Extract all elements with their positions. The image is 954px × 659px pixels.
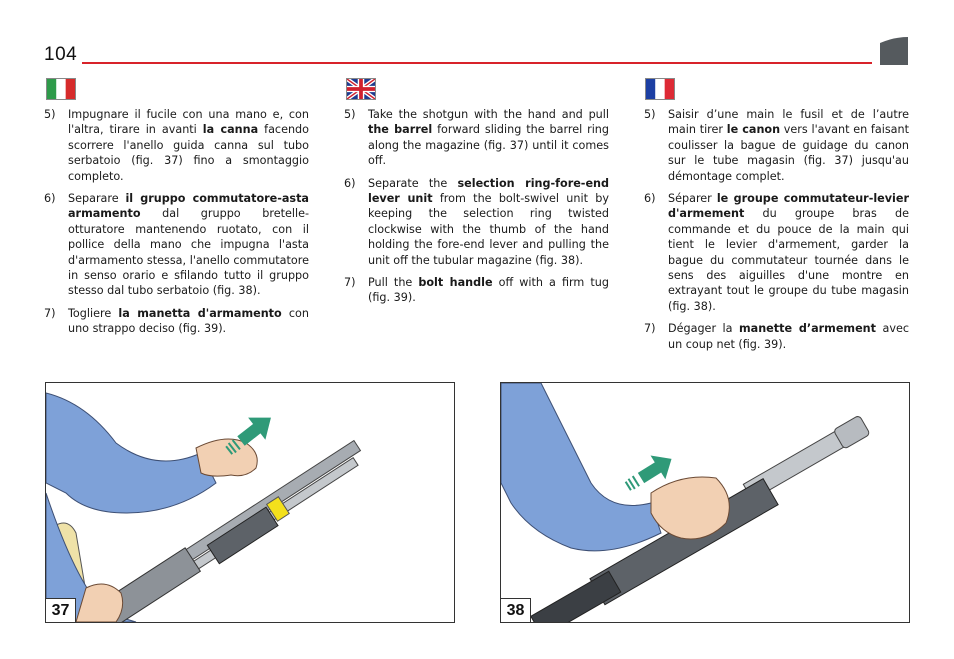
step-emphasis: bolt handle <box>418 276 493 290</box>
step-emphasis: the barrel <box>368 123 433 137</box>
instruction-step <box>44 306 309 337</box>
corner-tab-icon <box>880 37 908 65</box>
instruction-step <box>644 107 909 184</box>
instruction-step <box>44 107 309 184</box>
instruction-step <box>344 176 609 268</box>
step-emphasis: le canon <box>726 123 781 137</box>
step-number: 5) <box>44 108 56 121</box>
figure-38 <box>500 382 910 623</box>
step-text: Séparer <box>668 192 717 206</box>
step-emphasis: il gruppo commutatore-asta armamento <box>68 192 309 221</box>
italy-flag-icon <box>46 78 76 100</box>
step-number: 7) <box>44 306 56 320</box>
step-text: Dégager la <box>668 322 739 336</box>
instruction-step <box>644 321 909 352</box>
uk-flag-icon <box>346 78 376 100</box>
step-text: Take the shotgun with the hand and pull <box>368 108 609 121</box>
instruction-step <box>344 107 609 169</box>
step-text: Pull the <box>368 276 419 290</box>
figure-number: 38 <box>501 598 531 622</box>
step-text: con uno strappo deciso (fig. 39). <box>68 306 309 336</box>
step-text: du groupe bras de commande et du pouce de la main qui tient le levier d'armement, garder la bague du commutateur tournée dans le sens des aiguilles d'une montre en extrayant tout le groupe du tube magasin (fig. 38). <box>668 207 909 313</box>
step-number: 6) <box>644 192 656 206</box>
step-number: 5) <box>344 108 356 121</box>
step-text: off with a firm tug (fig. 39). <box>368 276 609 305</box>
step-emphasis: la canna <box>202 123 259 137</box>
step-number: 7) <box>644 322 656 336</box>
french-instructions <box>644 107 909 359</box>
barrel-removal-illustration <box>46 383 454 622</box>
header-rule <box>82 62 872 64</box>
step-text: Saisir d’une main le fusil et de l’autre main tirer <box>668 108 909 137</box>
step-text: avec un coup net (fig. 39). <box>668 322 909 351</box>
step-emphasis: manette d’armement <box>738 322 876 336</box>
step-text: from the bolt-swivel unit by keeping the selection ring twisted clockwise with the thumb of the hand holding the fore-end lever and pulling the unit off the tubular magazine (fig. 38). <box>368 192 609 267</box>
step-text: facendo scorrere l'anello guida canna sul tubo serbatoio (fig. 37) fino a smontaggio completo. <box>68 123 310 183</box>
english-instructions <box>344 107 609 313</box>
step-emphasis: selection ring-fore-end lever unit <box>368 176 610 206</box>
instruction-step <box>344 275 609 306</box>
step-text: Separate the <box>368 176 458 190</box>
step-emphasis: le groupe commutateur-levier d'armement <box>668 192 909 221</box>
figure-number: 37 <box>46 598 76 622</box>
figure-37 <box>45 382 455 623</box>
step-number: 6) <box>44 192 56 206</box>
france-flag-icon <box>645 78 675 100</box>
instruction-step <box>644 191 909 314</box>
instruction-step <box>44 191 309 299</box>
italian-instructions <box>44 107 309 344</box>
step-number: 7) <box>344 276 356 290</box>
step-emphasis: la manetta d'armamento <box>118 306 282 320</box>
step-text: Impugnare il fucile con una mano e, con l'altra, tirare in avanti <box>68 108 309 137</box>
step-number: 6) <box>344 176 356 190</box>
page-number: 104 <box>44 44 78 65</box>
step-text: dal gruppo bretelle-otturatore mantenendo ruotato, con il pollice della mano che impugna l'asta d'armamento stessa, l'anello commutatore in senso orario e sfilando tutto il gruppo stesso dal tubo serbatoio (fig. 38). <box>68 207 309 298</box>
step-text: vers l'avant en faisant coulisser la bague de guidage du canon sur le tube magasin (fig. 37) jusqu'au démontage complet. <box>668 123 909 183</box>
step-text: Togliere <box>68 306 119 320</box>
step-number: 5) <box>644 108 656 121</box>
fore-end-unit-removal-illustration <box>501 383 909 622</box>
step-text: Separare <box>68 192 126 206</box>
step-text: forward sliding the barrel ring along the magazine (fig. 37) until it comes off. <box>368 123 610 168</box>
